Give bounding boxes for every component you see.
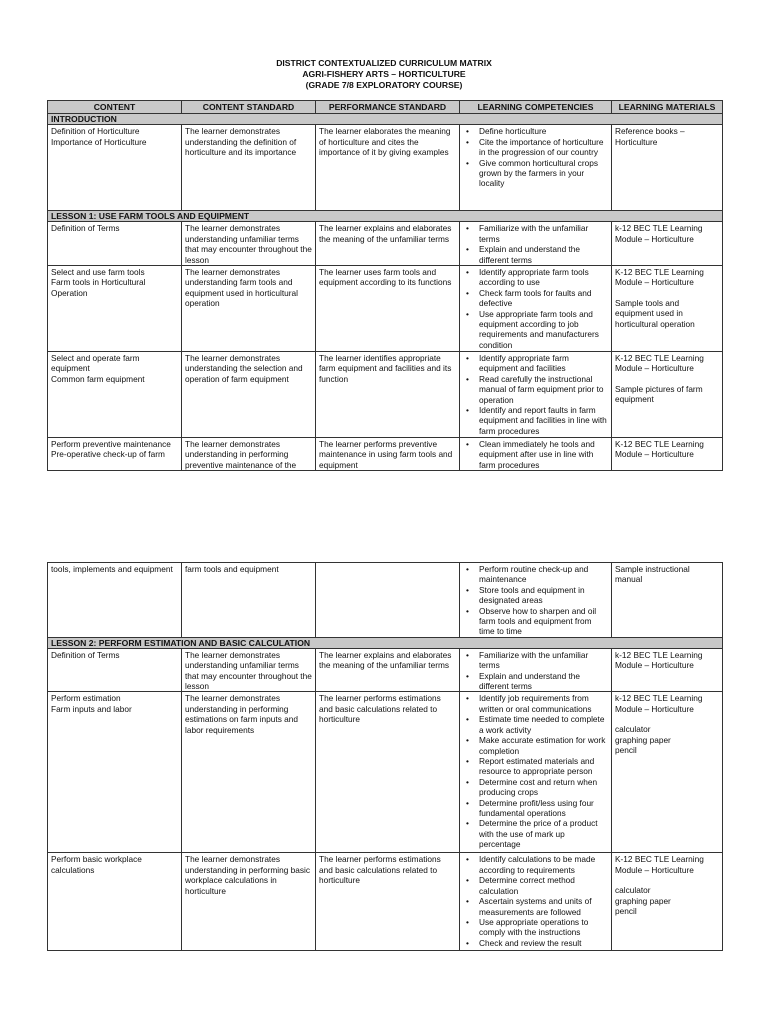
spacer xyxy=(615,875,719,885)
curriculum-table-part-1 xyxy=(47,100,723,471)
content-standard-cell xyxy=(182,692,316,853)
materials-cell xyxy=(612,853,723,951)
competencies-cell xyxy=(460,648,612,692)
table-row xyxy=(48,648,723,692)
competency-item: • Store tools and equipment in designated areas xyxy=(479,585,608,606)
content-line: Common farm equipment xyxy=(51,373,145,384)
competency-item: • Observe how to sharpen and oil farm tools and equipment from time to time xyxy=(479,606,608,637)
performance-standard-cell xyxy=(316,563,460,638)
competencies-cell xyxy=(460,125,612,211)
performance-standard-cell xyxy=(316,125,460,211)
section-row xyxy=(48,114,723,125)
performance-standard-text: The learner elaborates the meaning of horticulture and cites the importance of it by giving examples xyxy=(319,126,451,158)
performance-standard-text: The learner explains and elaborates the meaning of the unfamiliar terms xyxy=(319,649,452,671)
content-line: Definition of Horticulture xyxy=(51,126,140,137)
content-standard-text: farm tools and equipment xyxy=(185,564,279,574)
competencies-cell xyxy=(460,563,612,638)
competency-list xyxy=(463,267,608,350)
content-cell xyxy=(48,222,182,266)
header-performance-standard: PERFORMANCE STANDARD xyxy=(316,101,460,114)
material-line: k-12 BEC TLE Learning Module – Horticulture xyxy=(615,693,703,714)
table-row xyxy=(48,125,723,211)
competency-item: • Check and review the result xyxy=(479,938,608,948)
competency-item: • Check farm tools for faults and defective xyxy=(479,288,608,309)
table-row xyxy=(48,853,723,951)
competency-item: • Identify calculations to be made according to requirements xyxy=(479,854,608,875)
competency-item: • Determine the price of a product with the use of mark up percentage xyxy=(479,818,608,849)
material-line: pencil xyxy=(615,745,637,756)
header-content: CONTENT xyxy=(48,101,182,114)
content-standard-cell xyxy=(182,352,316,438)
competency-item: • Explain and understand the different terms xyxy=(479,244,608,265)
competency-item: • Determine profit/less using four fundamental operations xyxy=(479,798,608,819)
competency-item: • Use appropriate operations to comply with the instructions xyxy=(479,917,608,938)
material-line: calculator xyxy=(615,724,651,735)
competency-item: • Estimate time needed to complete a work activity xyxy=(479,714,608,735)
section-lesson-1: LESSON 1: USE FARM TOOLS AND EQUIPMENT xyxy=(48,211,723,222)
performance-standard-cell xyxy=(316,438,460,471)
content-line: Farm tools in Horticultural Operation xyxy=(51,277,146,298)
competency-list xyxy=(463,353,608,436)
materials-cell xyxy=(612,563,723,638)
materials-cell xyxy=(612,438,723,471)
performance-standard-text: The learner uses farm tools and equipment according to its functions xyxy=(319,267,452,288)
content-line: Perform estimation xyxy=(51,693,121,704)
performance-standard-text: The learner performs estimations and basic calculations related to horticulture xyxy=(319,693,441,725)
spacer xyxy=(615,374,719,384)
competencies-cell xyxy=(460,266,612,352)
competency-list xyxy=(463,854,608,948)
materials-cell xyxy=(612,692,723,853)
content-line: Select and use farm tools xyxy=(51,267,145,278)
competency-item: • Identify appropriate farm tools according to use xyxy=(479,267,608,288)
content-line: Definition of Terms xyxy=(51,649,120,660)
performance-standard-cell xyxy=(316,222,460,266)
content-line: Select and operate farm equipment xyxy=(51,353,140,374)
competency-item: • Give common horticultural crops grown by the farmers in your locality xyxy=(479,158,608,189)
title-line-3: (GRADE 7/8 EXPLORATORY COURSE) xyxy=(305,80,463,90)
header-learning-competencies: LEARNING COMPETENCIES xyxy=(460,101,612,114)
content-standard-text: The learner demonstrates understanding unfamiliar terms that may encounter throughout the lesson xyxy=(185,649,312,692)
curriculum-table-part-2 xyxy=(47,562,723,951)
materials-cell xyxy=(612,125,723,211)
document-title xyxy=(0,58,768,91)
content-standard-text: The learner demonstrates understanding in performing basic workplace calculations in horticulture xyxy=(185,854,310,896)
material-line: Sample tools and equipment used in horticultural operation xyxy=(615,297,695,329)
content-standard-cell xyxy=(182,438,316,471)
table-row xyxy=(48,438,723,471)
material-line: Sample instructional manual xyxy=(615,564,690,585)
competencies-cell xyxy=(460,853,612,951)
performance-standard-cell xyxy=(316,692,460,853)
content-cell xyxy=(48,125,182,211)
table-row xyxy=(48,563,723,638)
competency-list xyxy=(463,223,608,265)
material-line: graphing paper xyxy=(615,895,671,906)
section-row xyxy=(48,637,723,648)
performance-standard-text: The learner performs preventive maintenance in using farm tools and equipment xyxy=(319,439,453,470)
title-line-1: DISTRICT CONTEXTUALIZED CURRICULUM MATRIX xyxy=(276,58,492,68)
content-standard-cell xyxy=(182,266,316,352)
content-line: Perform preventive maintenance xyxy=(51,439,171,450)
content-cell xyxy=(48,438,182,471)
material-line: k-12 BEC TLE Learning Module – Horticulture xyxy=(615,223,703,244)
materials-cell xyxy=(612,222,723,266)
competency-list xyxy=(463,564,608,637)
content-standard-cell xyxy=(182,125,316,211)
performance-standard-cell xyxy=(316,266,460,352)
content-line: Importance of Horticulture xyxy=(51,136,147,147)
spacer xyxy=(615,714,719,724)
content-standard-cell xyxy=(182,222,316,266)
competency-item: • Familiarize with the unfamiliar terms xyxy=(479,223,608,244)
competency-item: • Report estimated materials and resource to appropriate person xyxy=(479,756,608,777)
performance-standard-cell xyxy=(316,853,460,951)
competency-item: • Determine cost and return when producing crops xyxy=(479,777,608,798)
material-line: calculator xyxy=(615,885,651,896)
material-line: k-12 BEC TLE Learning Module – Horticulture xyxy=(615,649,703,671)
competency-item: • Determine correct method calculation xyxy=(479,875,608,896)
spacer xyxy=(615,288,719,298)
material-line: Sample pictures of farm equipment xyxy=(615,383,703,405)
content-standard-text: The learner demonstrates understanding unfamiliar terms that may encounter throughout the lesson xyxy=(185,223,312,265)
competency-list xyxy=(463,693,608,849)
table-row xyxy=(48,352,723,438)
content-standard-text: The learner demonstrates understanding farm tools and equipment used in horticultural operation xyxy=(185,267,298,309)
material-line: K-12 BEC TLE Learning Module – Horticulture xyxy=(615,854,704,875)
performance-standard-cell xyxy=(316,352,460,438)
header-content-standard: CONTENT STANDARD xyxy=(182,101,316,114)
performance-standard-text: The learner performs estimations and basic calculations related to horticulture xyxy=(319,854,441,886)
competency-item: • Explain and understand the different terms xyxy=(479,671,608,692)
section-lesson-2: LESSON 2: PERFORM ESTIMATION AND BASIC CALCULATION xyxy=(48,637,723,648)
competency-item: • Ascertain systems and units of measurements are followed xyxy=(479,896,608,917)
material-line: K-12 BEC TLE Learning Module – Horticulture xyxy=(615,439,704,460)
competency-list xyxy=(463,439,608,470)
materials-cell xyxy=(612,352,723,438)
material-line: K-12 BEC TLE Learning Module – Horticulture xyxy=(615,267,704,288)
content-standard-text: The learner demonstrates understanding the selection and operation of farm equipment xyxy=(185,353,303,384)
content-standard-cell xyxy=(182,853,316,951)
competency-item: • Use appropriate farm tools and equipment according to job requirements and manufacturers condition xyxy=(479,309,608,351)
competency-item: • Cite the importance of horticulture in the progression of our country xyxy=(479,137,608,158)
table-row xyxy=(48,266,723,352)
content-line: Perform basic workplace calculations xyxy=(51,854,142,875)
materials-cell xyxy=(612,266,723,352)
materials-cell xyxy=(612,648,723,692)
material-line: Reference books – Horticulture xyxy=(615,126,685,147)
table-row xyxy=(48,222,723,266)
content-standard-text: The learner demonstrates understanding in performing estimations on farm inputs and labor requirements xyxy=(185,693,298,735)
content-line: Definition of Terms xyxy=(51,223,120,234)
content-standard-text: The learner demonstrates understanding in performing preventive maintenance of the xyxy=(185,439,297,470)
title-line-2: AGRI-FISHERY ARTS – HORTICULTURE xyxy=(302,69,466,79)
competencies-cell xyxy=(460,438,612,471)
header-row xyxy=(48,101,723,114)
section-row xyxy=(48,211,723,222)
content-line: Farm inputs and labor xyxy=(51,703,132,714)
competency-item: • Define horticulture xyxy=(479,126,608,136)
content-line: Pre-operative check-up of farm xyxy=(51,449,165,460)
content-cell xyxy=(48,692,182,853)
material-line: pencil xyxy=(615,906,637,917)
table-row xyxy=(48,692,723,853)
competency-list xyxy=(463,126,608,188)
competencies-cell xyxy=(460,692,612,853)
material-line: K-12 BEC TLE Learning Module – Horticulture xyxy=(615,353,704,374)
content-standard-cell xyxy=(182,563,316,638)
competency-item: • Read carefully the instructional manual of farm equipment prior to operation xyxy=(479,374,608,405)
competency-item: • Clean immediately he tools and equipment after use in line with farm procedures xyxy=(479,439,608,470)
content-cell xyxy=(48,563,182,638)
performance-standard-cell xyxy=(316,648,460,692)
competencies-cell xyxy=(460,352,612,438)
content-line: tools, implements and equipment xyxy=(51,564,173,574)
competency-item: • Identify and report faults in farm equipment and facilities in line with farm procedures xyxy=(479,405,608,436)
competency-item: • Make accurate estimation for work completion xyxy=(479,735,608,756)
content-cell xyxy=(48,648,182,692)
content-standard-cell xyxy=(182,648,316,692)
performance-standard-text: The learner identifies appropriate farm equipment and facilities and its function xyxy=(319,353,452,384)
content-cell xyxy=(48,266,182,352)
performance-standard-text: The learner explains and elaborates the meaning of the unfamiliar terms xyxy=(319,223,452,244)
competency-item: • Perform routine check-up and maintenance xyxy=(479,564,608,585)
content-cell xyxy=(48,352,182,438)
content-cell xyxy=(48,853,182,951)
competency-item: • Identify job requirements from written or oral communications xyxy=(479,693,608,714)
competencies-cell xyxy=(460,222,612,266)
content-standard-text: The learner demonstrates understanding the definition of horticulture and its importance xyxy=(185,126,297,158)
section-introduction: INTRODUCTION xyxy=(48,114,723,125)
header-learning-materials: LEARNING MATERIALS xyxy=(612,101,723,114)
material-line: graphing paper xyxy=(615,734,671,745)
competency-list xyxy=(463,650,608,692)
competency-item: • Identify appropriate farm equipment and facilities xyxy=(479,353,608,374)
competency-item: • Familiarize with the unfamiliar terms xyxy=(479,650,608,671)
